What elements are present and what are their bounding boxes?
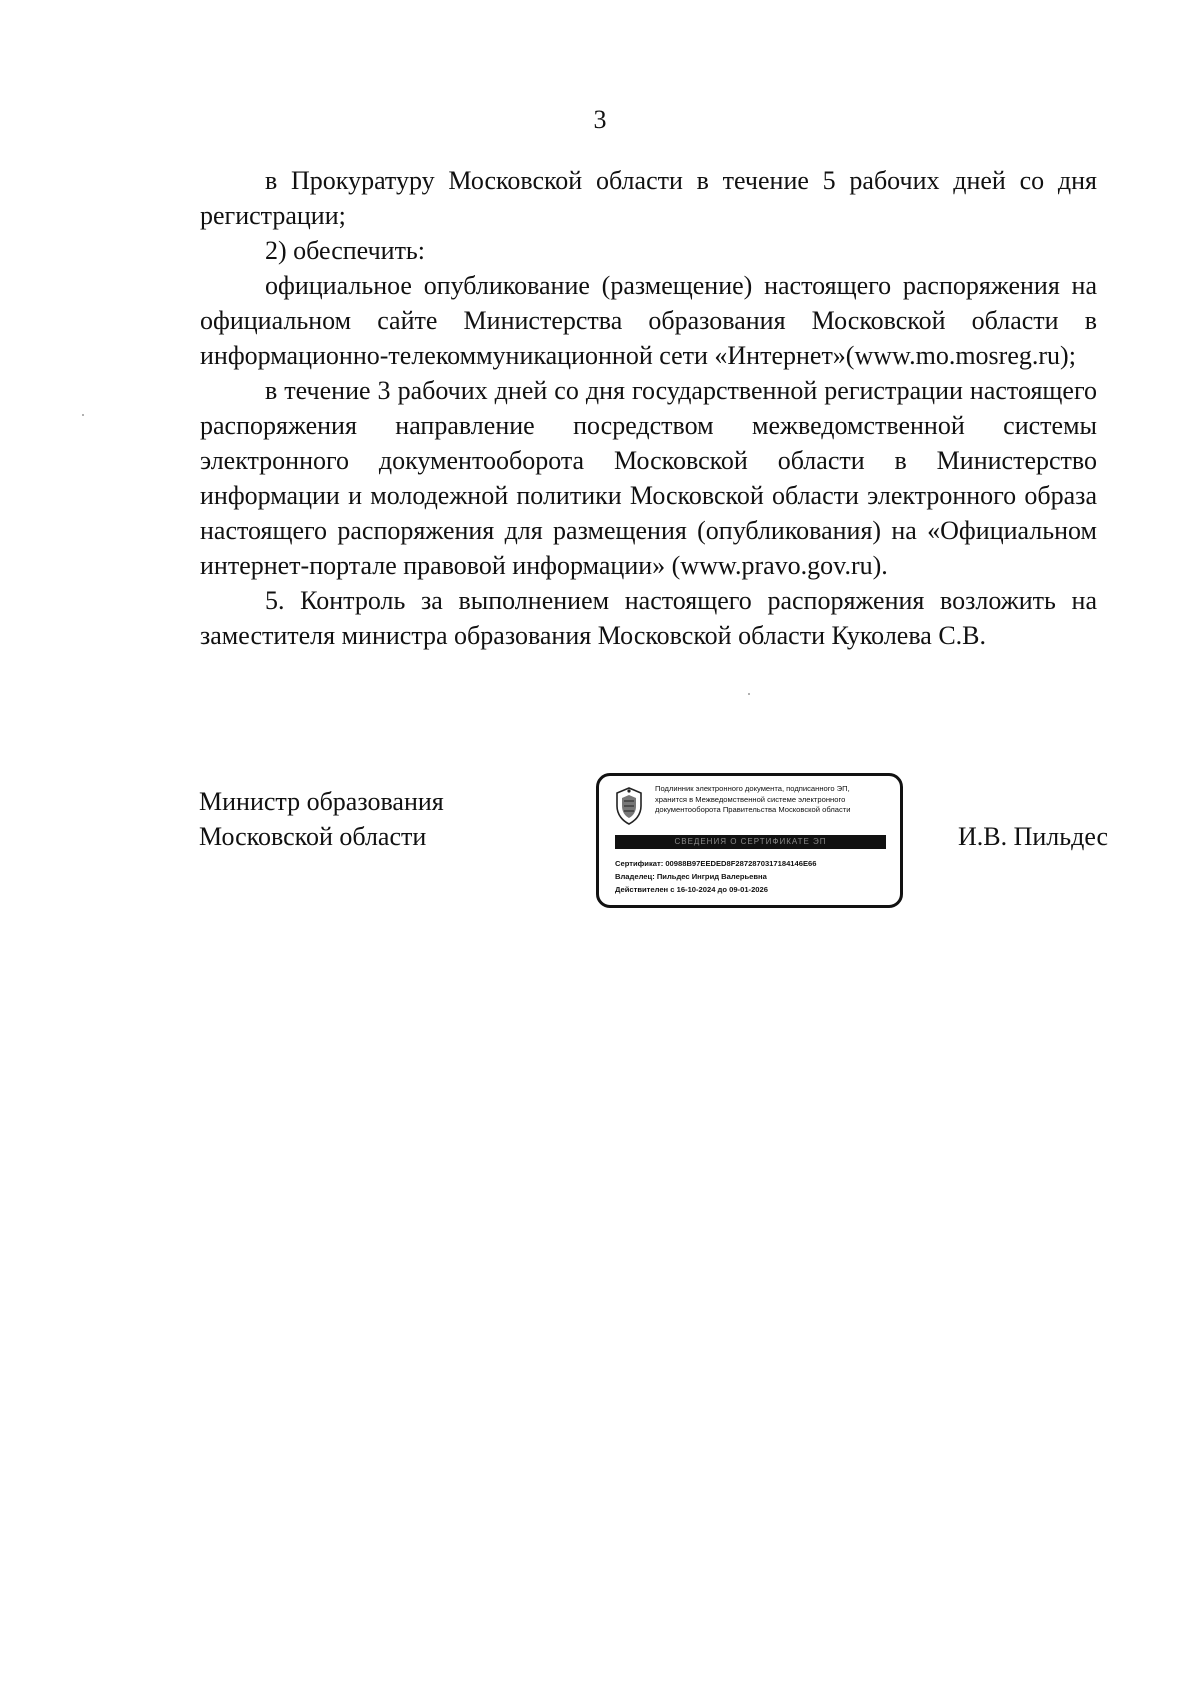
scan-speck (82, 414, 84, 416)
signatory-position (199, 784, 444, 854)
signatory-position-line1: Министр образования (199, 787, 444, 816)
stamp-owner: Владелец: Пильдес Ингрид Валерьевна (615, 872, 767, 881)
paragraph-official-publication: официальное опубликование (размещение) настоящего распоряжения на официальном сайте Министерства образования Московской области в информационно-телекоммуникационной сети «Интернет»(www.mo.mosreg.ru); (200, 271, 1097, 370)
stamp-header (655, 784, 899, 816)
page-number: 3 (593, 105, 607, 134)
stamp-header-line1: Подлинник электронного документа, подписанного ЭП, (655, 784, 850, 793)
stamp-certificate-bar: СВЕДЕНИЯ О СЕРТИФИКАТЕ ЭП (615, 835, 886, 849)
paragraph-control: 5. Контроль за выполнением настоящего распоряжения возложить на заместителя министра образования Московской области Куколева С.В. (200, 586, 1097, 650)
paragraph-state-registration: в течение 3 рабочих дней со дня государственной регистрации настоящего распоряжения направление посредством межведомственной системы электронного документооборота Московской области в Министерство информации и молодежной политики Московской области электронного образа настоящего распоряжения для размещения (опубликования) на «Официальном интернет-портале правовой информации» (www.pravo.gov.ru). (200, 376, 1097, 580)
paragraph-prosecutor: в Прокуратуру Московской области в течение 5 рабочих дней со дня регистрации; (200, 166, 1097, 230)
electronic-signature-stamp (596, 773, 903, 908)
scan-speck (748, 693, 750, 695)
stamp-details (615, 857, 816, 896)
signatory-position-line2: Московской области (199, 822, 427, 851)
stamp-validity: Действителен с 16-10-2024 до 09-01-2026 (615, 885, 768, 894)
paragraph-ensure: 2) обеспечить: (265, 236, 426, 265)
stamp-header-line3: документооборота Правительства Московской области (655, 805, 851, 814)
coat-of-arms-icon (612, 786, 646, 826)
document-body (200, 163, 1097, 653)
stamp-certificate: Сертификат: 00988B97EEDED8F2872870317184146E66 (615, 859, 817, 868)
stamp-header-line2: хранится в Межведомственной системе электронного (655, 794, 846, 804)
signatory-name: И.В. Пильдес (958, 822, 1109, 851)
